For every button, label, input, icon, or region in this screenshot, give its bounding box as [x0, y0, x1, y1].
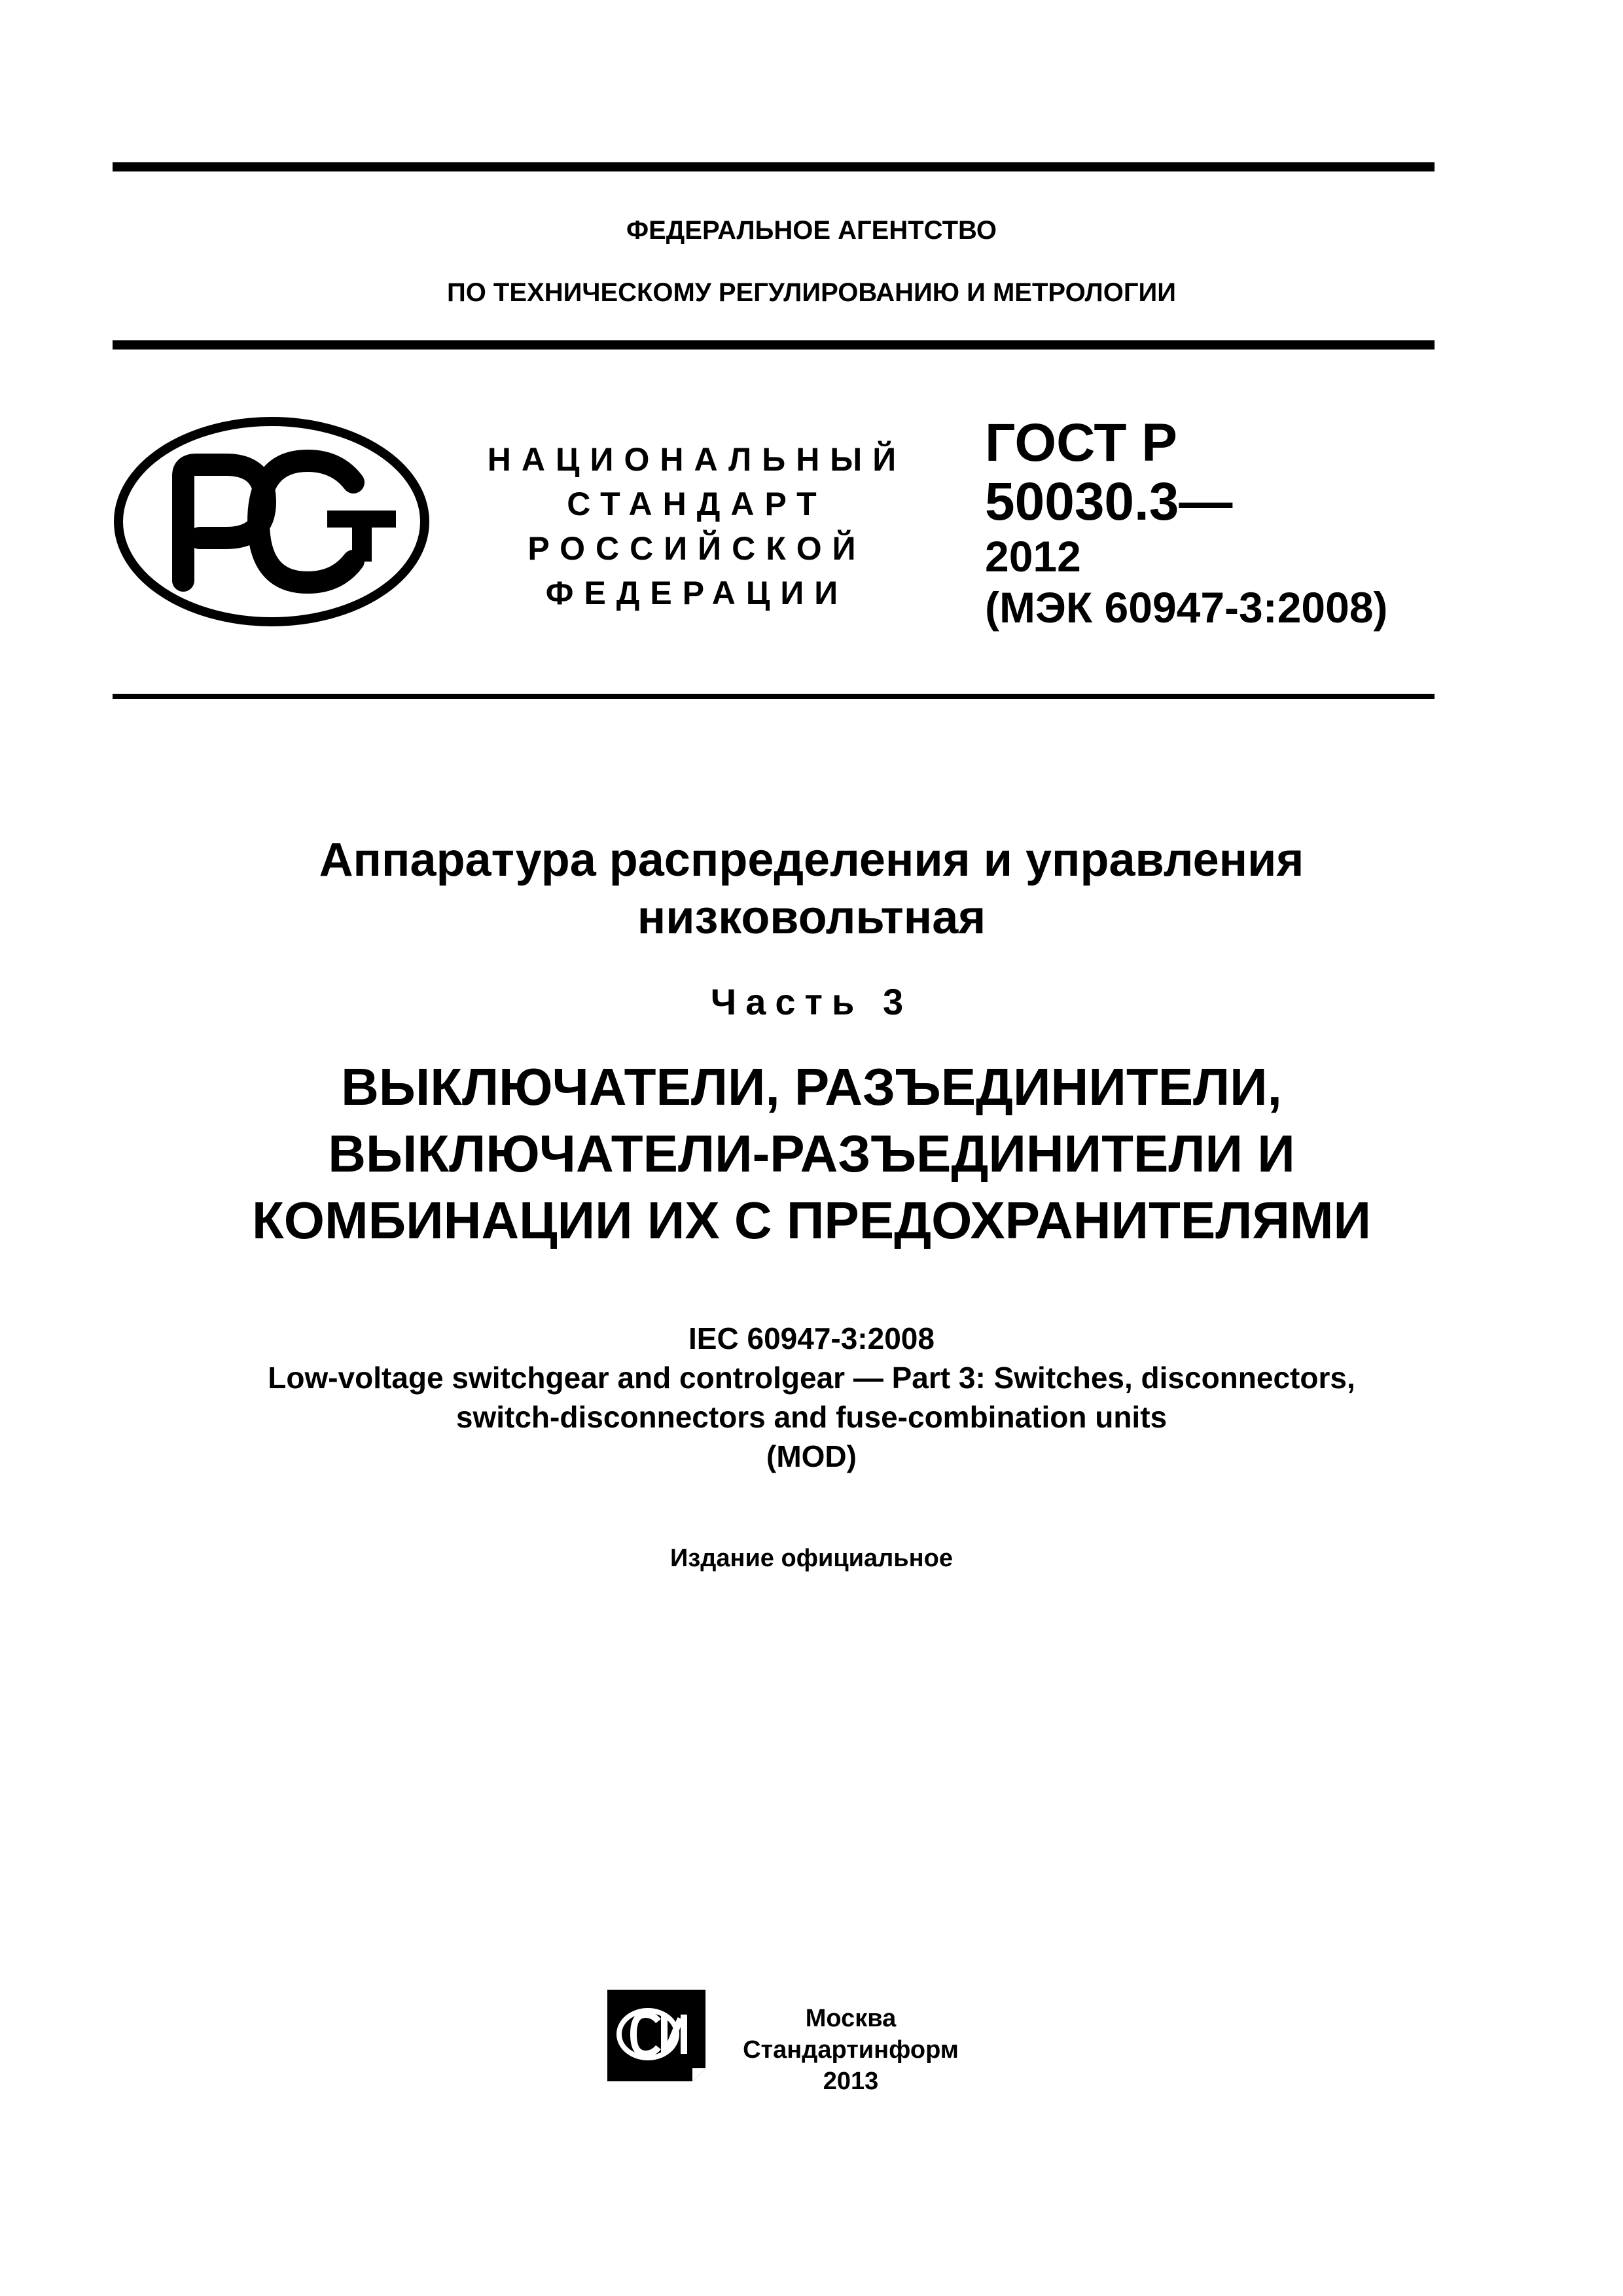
iec-line-2: Low-voltage switchgear and controlgear — Part 3: Switches, disconnectors,	[268, 1361, 1355, 1395]
title-ru-line-1: Аппаратура распределения и управления	[319, 834, 1304, 886]
national-line: ФЕДЕРАЦИИ	[545, 575, 849, 611]
code-line-2: 50030.3—	[985, 472, 1233, 531]
title-caps-line-3: КОМБИНАЦИИ ИХ С ПРЕДОХРАНИТЕЛЯМИ	[251, 1191, 1372, 1249]
publisher-city: Москва	[805, 2005, 897, 2032]
iec-line-4: (MOD)	[766, 1439, 857, 1473]
national-line: НАЦИОНАЛЬНЫЙ	[487, 441, 907, 478]
edition-note: Издание официальное	[670, 1545, 953, 1572]
code-line-3: 2012	[985, 532, 1081, 581]
publisher-name: Стандартинформ	[743, 2036, 959, 2064]
title-caps-line-2: ВЫКЛЮЧАТЕЛИ-РАЗЪЕДИНИТЕЛИ И	[328, 1124, 1295, 1183]
title-ru-line-2: низковольтная	[637, 891, 986, 944]
publisher-year: 2013	[823, 2068, 879, 2095]
iec-line-3: switch-disconnectors and fuse-combination units	[455, 1400, 1168, 1434]
national-line: СТАНДАРТ	[567, 486, 827, 522]
agency-line-1: ФЕДЕРАЛЬНОЕ АГЕНТСТВО	[626, 216, 997, 245]
code-line-1: ГОСТ Р	[985, 413, 1177, 473]
header-divider	[113, 340, 1435, 350]
agency-line-2: ПО ТЕХНИЧЕСКОМУ РЕГУЛИРОВАНИЮ И МЕТРОЛОГИИ	[446, 278, 1177, 307]
standartinform-logo-icon	[607, 1990, 705, 2081]
top-divider	[113, 162, 1435, 171]
standard-code	[985, 414, 1388, 634]
code-line-4: (МЭК 60947-3:2008)	[985, 583, 1388, 632]
title-caps-line-1: ВЫКЛЮЧАТЕЛИ, РАЗЪЕДИНИТЕЛИ,	[341, 1058, 1282, 1116]
national-line: РОССИЙСКОЙ	[527, 530, 866, 567]
rst-conformity-mark-icon	[111, 414, 432, 630]
national-standard-label	[458, 437, 936, 615]
standard-divider	[113, 694, 1435, 699]
iec-line-1: IEC 60947-3:2008	[688, 1321, 935, 1355]
publisher-block	[733, 2003, 969, 2097]
part-label: Часть 3	[710, 981, 913, 1022]
